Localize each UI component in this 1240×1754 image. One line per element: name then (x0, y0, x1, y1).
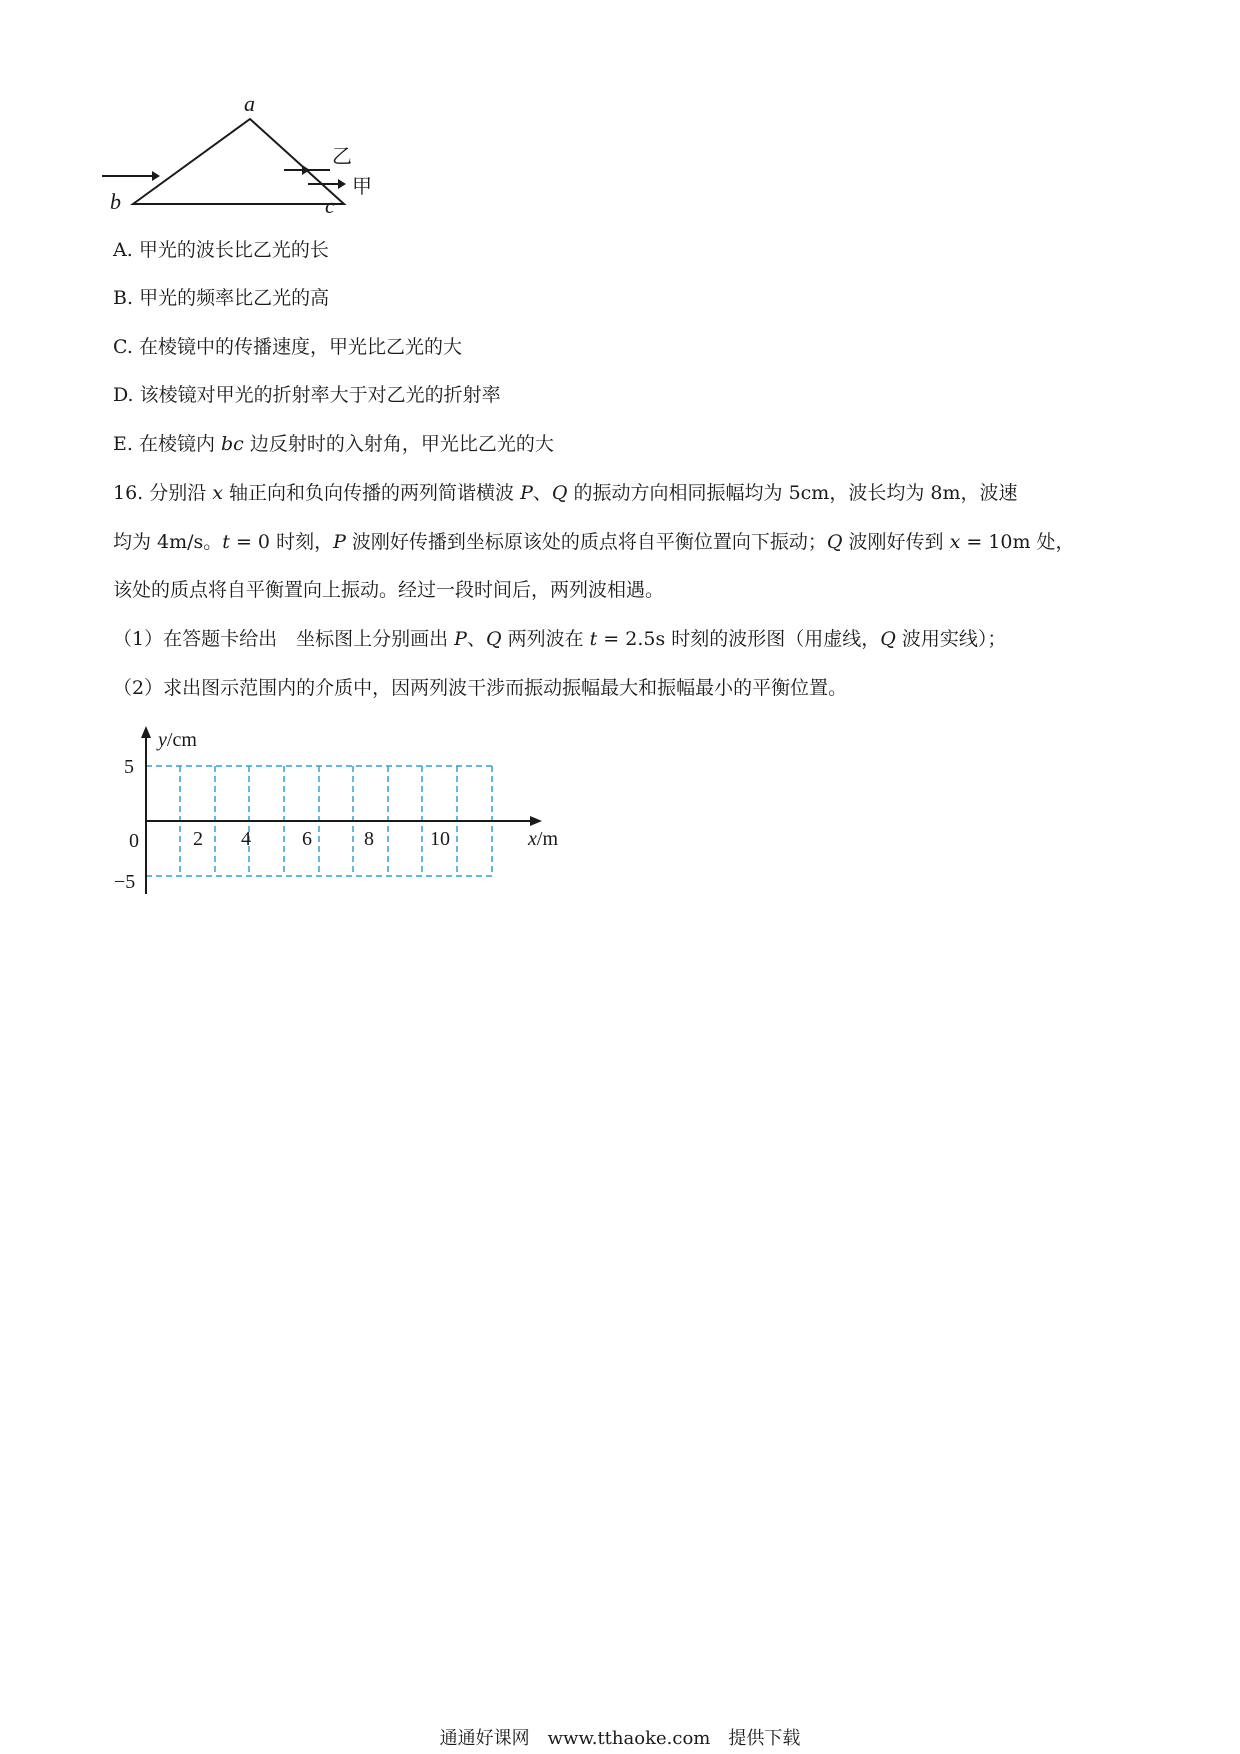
x-tick-2: 2 (193, 828, 203, 850)
q16-sub-2: （2）求出图示范围内的介质中，因两列波干涉而振动振幅最大和振幅最小的平衡位置。 (113, 677, 848, 699)
y-tick-neg5: −5 (114, 871, 136, 893)
option-c: C. 在棱镜中的传播速度，甲光比乙光的大 (113, 336, 462, 358)
ray-jia-arrow-icon (338, 179, 346, 189)
x-tick-6: 6 (302, 828, 312, 850)
y-tick-0: 0 (129, 830, 139, 852)
option-a: A. 甲光的波长比乙光的长 (113, 239, 329, 261)
prism-label-c: c (325, 193, 335, 218)
prism-label-jia: 甲 (352, 176, 372, 198)
x-tick-8: 8 (364, 828, 374, 850)
incident-arrow-icon (152, 171, 160, 181)
prism-label-b: b (110, 189, 121, 214)
x-axis-arrow-icon (530, 816, 542, 826)
prism-triangle (133, 119, 344, 204)
x-axis-label: x/m (528, 828, 559, 850)
y-tick-5: 5 (124, 756, 134, 778)
footer: 通通好课网 www.tthaoke.com 提供下载 (439, 1728, 801, 1749)
wave-graph (110, 726, 580, 906)
prism-figure (100, 92, 430, 222)
q16-line-1: 16. 分别沿 x 轴正向和负向传播的两列简谐横波 P、Q 的振动方向相同振幅均为 5cm，波长均为 8m，波速 (113, 482, 1018, 504)
q16-sub-1: （1）在答题卡给出 坐标图上分别画出 P、Q 两列波在 t = 2.5s 时刻的波形图（用虚线，Q 波用实线）； (113, 628, 1007, 650)
option-e: E. 在棱镜内 bc 边反射时的入射角，甲光比乙光的大 (113, 433, 554, 455)
prism-label-yi: 乙 (332, 146, 352, 168)
q16-line-3: 该处的质点将自平衡置向上振动。经过一段时间后，两列波相遇。 (113, 579, 665, 601)
y-axis-label: y/cm (158, 729, 197, 751)
option-b: B. 甲光的频率比乙光的高 (113, 287, 330, 309)
x-tick-4: 4 (241, 828, 251, 850)
q16-line-2: 均为 4m/s。t = 0 时刻，P 波刚好传播到坐标原该处的质点将自平衡位置向下振动；Q 波刚好传到 x = 10m 处， (113, 531, 1075, 553)
x-tick-10: 10 (430, 828, 450, 850)
y-axis-arrow-icon (141, 726, 151, 738)
prism-label-a: a (244, 92, 255, 116)
option-d: D. 该棱镜对甲光的折射率大于对乙光的折射率 (113, 384, 501, 406)
